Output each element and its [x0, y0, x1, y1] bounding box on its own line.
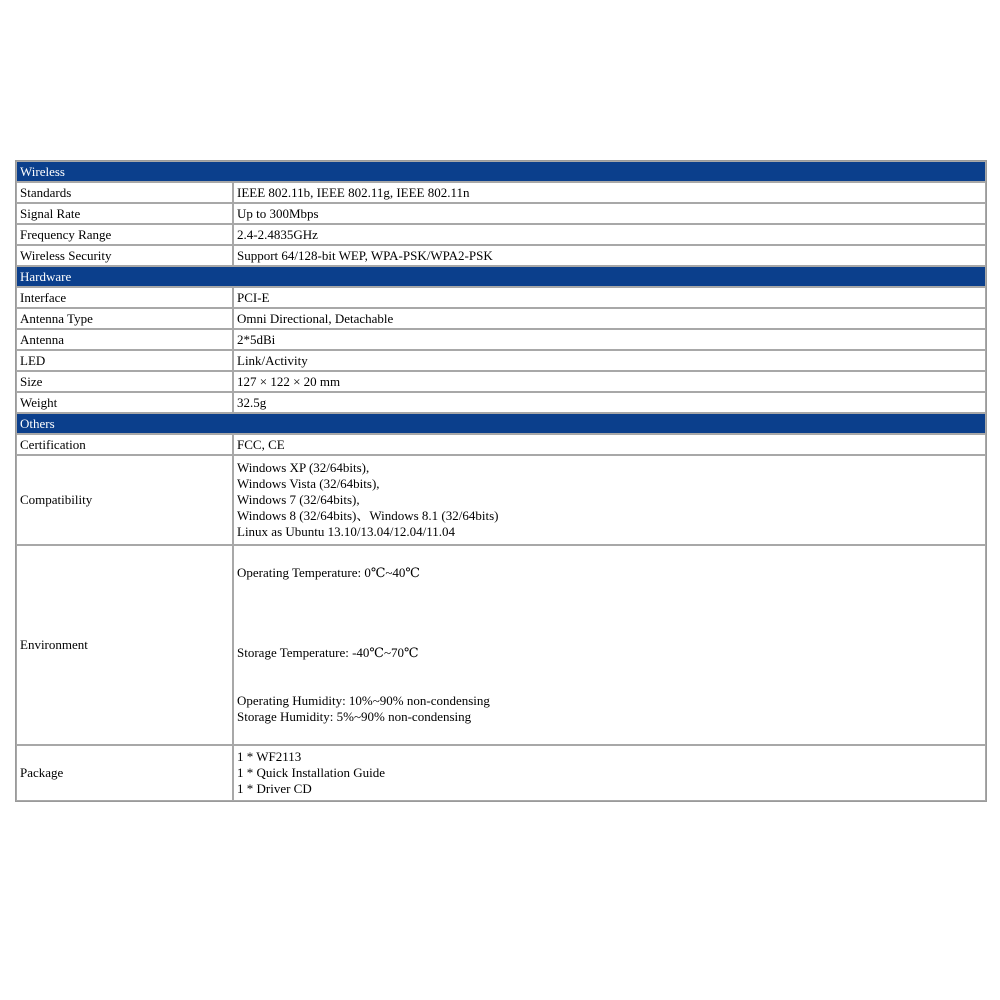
- spec-label: Compatibility: [16, 455, 233, 545]
- spec-label: Package: [16, 745, 233, 801]
- spec-row-size: [16, 371, 986, 392]
- section-header-wireless: [16, 161, 986, 182]
- value-line: Windows Vista (32/64bits),: [237, 476, 380, 491]
- spec-row-package: [16, 745, 986, 801]
- value-line: 1 * Driver CD: [237, 781, 312, 796]
- spec-value: Up to 300Mbps: [233, 203, 986, 224]
- spec-label: Signal Rate: [16, 203, 233, 224]
- value-line: Storage Temperature: -40℃~70℃: [237, 645, 419, 660]
- spec-label: Antenna Type: [16, 308, 233, 329]
- spec-value: 2*5dBi: [233, 329, 986, 350]
- spec-value: FCC, CE: [233, 434, 986, 455]
- value-line: Operating Temperature: 0℃~40℃: [237, 565, 420, 580]
- spec-label: Frequency Range: [16, 224, 233, 245]
- spec-row-certification: [16, 434, 986, 455]
- spec-table: [15, 160, 987, 802]
- spec-row-signal-rate: [16, 203, 986, 224]
- spec-value-multiline: [233, 745, 986, 801]
- spec-row-compatibility: [16, 455, 986, 545]
- spec-label: Certification: [16, 434, 233, 455]
- section-title: Others: [16, 413, 986, 434]
- spec-value: IEEE 802.11b, IEEE 802.11g, IEEE 802.11n: [233, 182, 986, 203]
- spec-row-led: [16, 350, 986, 371]
- spec-value: 32.5g: [233, 392, 986, 413]
- spec-value: 2.4-2.4835GHz: [233, 224, 986, 245]
- section-title: Wireless: [16, 161, 986, 182]
- spec-row-standards: [16, 182, 986, 203]
- section-header-hardware: [16, 266, 986, 287]
- spec-value: Link/Activity: [233, 350, 986, 371]
- spec-value-multiline: [233, 545, 986, 745]
- spec-label: Standards: [16, 182, 233, 203]
- value-line: Windows XP (32/64bits),: [237, 460, 370, 475]
- spec-label: Interface: [16, 287, 233, 308]
- spec-row-frequency-range: [16, 224, 986, 245]
- value-line: Storage Humidity: 5%~90% non-condensing: [237, 709, 472, 724]
- value-line: 1 * Quick Installation Guide: [237, 765, 386, 780]
- section-header-others: [16, 413, 986, 434]
- spec-value: Support 64/128-bit WEP, WPA-PSK/WPA2-PSK: [233, 245, 986, 266]
- value-line: Windows 8 (32/64bits)、Windows 8.1 (32/64bits): [237, 508, 499, 523]
- spec-row-weight: [16, 392, 986, 413]
- spec-label: Weight: [16, 392, 233, 413]
- spec-value: 127 × 122 × 20 mm: [233, 371, 986, 392]
- spec-value: Omni Directional, Detachable: [233, 308, 986, 329]
- spec-label: LED: [16, 350, 233, 371]
- spec-row-antenna: [16, 329, 986, 350]
- spec-label: Antenna: [16, 329, 233, 350]
- section-title: Hardware: [16, 266, 986, 287]
- spec-label: Environment: [16, 545, 233, 745]
- spec-label: Wireless Security: [16, 245, 233, 266]
- spec-row-antenna-type: [16, 308, 986, 329]
- spec-value-multiline: [233, 455, 986, 545]
- value-line: 1 * WF2113: [237, 749, 302, 764]
- value-line: Windows 7 (32/64bits),: [237, 492, 360, 507]
- value-line: Linux as Ubuntu 13.10/13.04/12.04/11.04: [237, 524, 455, 539]
- spec-row-environment: [16, 545, 986, 745]
- spec-row-interface: [16, 287, 986, 308]
- spec-value: PCI-E: [233, 287, 986, 308]
- value-line: Operating Humidity: 10%~90% non-condensing: [237, 693, 490, 708]
- spec-label: Size: [16, 371, 233, 392]
- spec-row-wireless-security: [16, 245, 986, 266]
